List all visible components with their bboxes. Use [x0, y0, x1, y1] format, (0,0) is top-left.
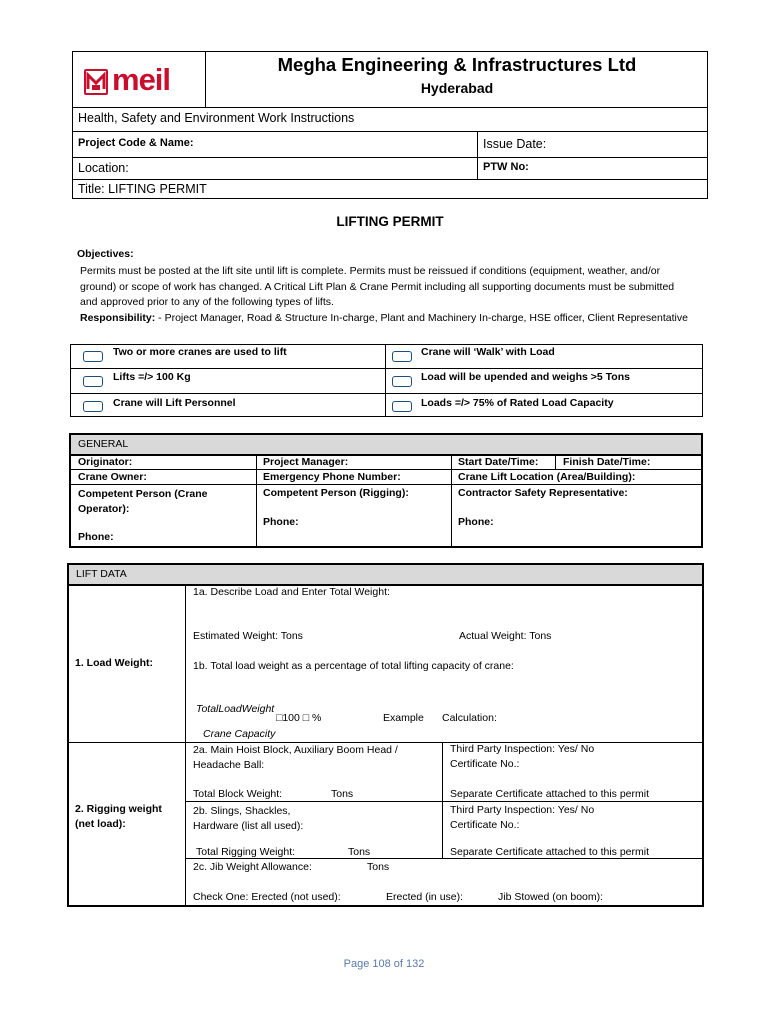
third-party-text: Third Party Inspection: Yes/ No: [450, 804, 595, 816]
check-one-text: Check One: Erected (not used):: [193, 891, 341, 903]
contractor-rep-label: Contractor Safety Representative:: [458, 487, 628, 499]
company-name: Megha Engineering & Infrastructures Ltd: [277, 54, 637, 75]
total-block-weight-text: Total Block Weight:: [193, 788, 283, 800]
separate-certificate-text: Separate Certificate attached to this permit: [450, 788, 650, 800]
originator-label: Originator:: [78, 456, 133, 468]
rigging-weight-label: [75, 802, 162, 832]
divider: [70, 393, 703, 394]
divider: [185, 585, 186, 905]
divider: [71, 469, 701, 470]
objectives-line: Permits must be posted at the lift site until lift is complete. Permits must be reissued if conditions (equipment, weather, and/or: [80, 265, 661, 277]
objectives-text: [80, 264, 688, 326]
divider: [555, 455, 556, 469]
crane-location-label: Crane Lift Location (Area/Building):: [458, 471, 636, 483]
document-title: LIFTING PERMIT: [336, 214, 444, 229]
competent-rigging-label: Competent Person (Rigging):: [263, 487, 409, 499]
checkbox-label: Two or more cranes are used to lift: [113, 346, 287, 358]
phone-label: Phone:: [263, 516, 299, 528]
q2b-line: 2b. Slings, Shackles,: [193, 805, 291, 817]
example-text: Example: [383, 712, 424, 724]
q2b-line: Hardware (list all used):: [193, 820, 304, 832]
competent-crane-line: Competent Person (Crane: [78, 488, 208, 500]
checkbox-label: Lifts =/> 100 Kg: [113, 371, 191, 383]
formula-operator: □100 □ %: [276, 712, 322, 724]
tons-text: Tons: [331, 788, 354, 800]
divider: [185, 801, 702, 802]
divider: [451, 455, 452, 547]
load-weight-label: 1. Load Weight:: [75, 657, 153, 669]
finish-date-label: Finish Date/Time:: [563, 456, 651, 468]
divider: [72, 107, 708, 108]
general-heading: GENERAL: [78, 438, 129, 450]
tons-text: Tons: [348, 846, 371, 858]
objectives-line: and approved prior to any of the following types of lifts.: [80, 296, 334, 308]
actual-weight-text: Actual Weight: Tons: [459, 630, 552, 642]
certificate-text: Certificate No.:: [450, 819, 520, 831]
q2c-text: 2c. Jib Weight Allowance:: [193, 861, 312, 873]
title-row: [78, 182, 207, 196]
phone-label: Phone:: [458, 516, 494, 528]
q2a-line: 2a. Main Hoist Block, Auxiliary Boom Head /: [193, 744, 398, 756]
checkbox-upended-load[interactable]: [392, 376, 412, 387]
responsibility-line: [80, 311, 688, 327]
formula-numerator: TotalLoadWeight: [196, 703, 275, 715]
page-number: Page 108 of 132: [343, 958, 425, 970]
divider: [442, 742, 443, 858]
responsibility-text: - Project Manager, Road & Structure In-charge, Plant and Machinery In-charge, HSE officer, Client Representative: [155, 311, 688, 324]
checkbox-label: Crane will ‘Walk’ with Load: [421, 346, 555, 358]
divider: [72, 179, 708, 180]
q1b-text: 1b. Total load weight as a percentage of total lifting capacity of crane:: [193, 660, 514, 672]
divider: [256, 455, 257, 547]
q1a-text: 1a. Describe Load and Enter Total Weight:: [193, 586, 390, 598]
ptw-label: PTW No:: [483, 161, 529, 173]
divider: [72, 157, 708, 158]
checkbox-rated-capacity[interactable]: [392, 401, 412, 412]
competent-crane-line: Operator):: [78, 503, 130, 515]
start-date-label: Start Date/Time:: [458, 456, 539, 468]
title-label: Title:: [78, 182, 105, 196]
objectives-heading: Objectives:: [77, 248, 134, 260]
certificate-text: Certificate No.:: [450, 758, 520, 770]
company-logo: [72, 51, 206, 107]
third-party-text: Third Party Inspection: Yes/ No: [450, 743, 595, 755]
checkbox-multiple-cranes[interactable]: [83, 351, 103, 362]
checkbox-crane-walk[interactable]: [392, 351, 412, 362]
checkbox-label: Load will be upended and weighs >5 Tons: [421, 371, 630, 383]
work-instructions-label: Health, Safety and Environment Work Instructions: [78, 111, 355, 125]
location-label: Location:: [78, 161, 129, 175]
phone-label: Phone:: [78, 531, 114, 543]
lift-data-header: [69, 565, 702, 584]
formula-denominator: Crane Capacity: [203, 728, 276, 740]
competent-crane-label: [78, 487, 208, 517]
responsibility-label: Responsibility:: [80, 311, 156, 324]
checkbox-label: Loads =/> 75% of Rated Load Capacity: [421, 397, 614, 409]
divider: [477, 131, 478, 179]
checkbox-label: Crane will Lift Personnel: [113, 397, 236, 409]
general-header: [71, 435, 701, 454]
crane-owner-label: Crane Owner:: [78, 471, 147, 483]
divider: [185, 858, 702, 859]
separate-certificate-text: Separate Certificate attached to this permit: [450, 846, 650, 858]
lift-data-heading: LIFT DATA: [76, 568, 127, 580]
rigging-label-line: (net load):: [75, 818, 126, 830]
erected-in-use-text: Erected (in use):: [386, 891, 464, 903]
rigging-label-line: 2. Rigging weight: [75, 803, 162, 815]
divider: [385, 344, 386, 417]
issue-date-label: Issue Date:: [483, 137, 547, 151]
company-city: Hyderabad: [420, 80, 494, 96]
jib-stowed-text: Jib Stowed (on boom):: [498, 891, 604, 903]
checkbox-lifts-100kg[interactable]: [83, 376, 103, 387]
divider: [72, 131, 708, 132]
title-value: LIFTING PERMIT: [104, 182, 207, 196]
emergency-phone-label: Emergency Phone Number:: [263, 471, 401, 483]
project-manager-label: Project Manager:: [263, 456, 349, 468]
divider: [71, 484, 701, 485]
estimated-weight-text: Estimated Weight: Tons: [193, 630, 303, 642]
project-code-label: Project Code & Name:: [78, 137, 194, 149]
divider: [70, 368, 703, 369]
objectives-line: ground) or scope of work has changed. A Critical Lift Plan & Crane Permit including all supporting documents must be submitted: [80, 280, 675, 293]
logo-mark-icon: [84, 69, 108, 95]
tons-text: Tons: [367, 861, 390, 873]
q2b-text: [193, 804, 303, 834]
logo-text: meil: [112, 62, 171, 97]
q2a-line: Headache Ball:: [193, 759, 265, 771]
calculation-text: Calculation:: [442, 712, 497, 724]
q2a-text: [193, 743, 398, 773]
checkbox-lift-personnel[interactable]: [83, 401, 103, 412]
total-rigging-weight-text: Total Rigging Weight:: [196, 846, 296, 858]
